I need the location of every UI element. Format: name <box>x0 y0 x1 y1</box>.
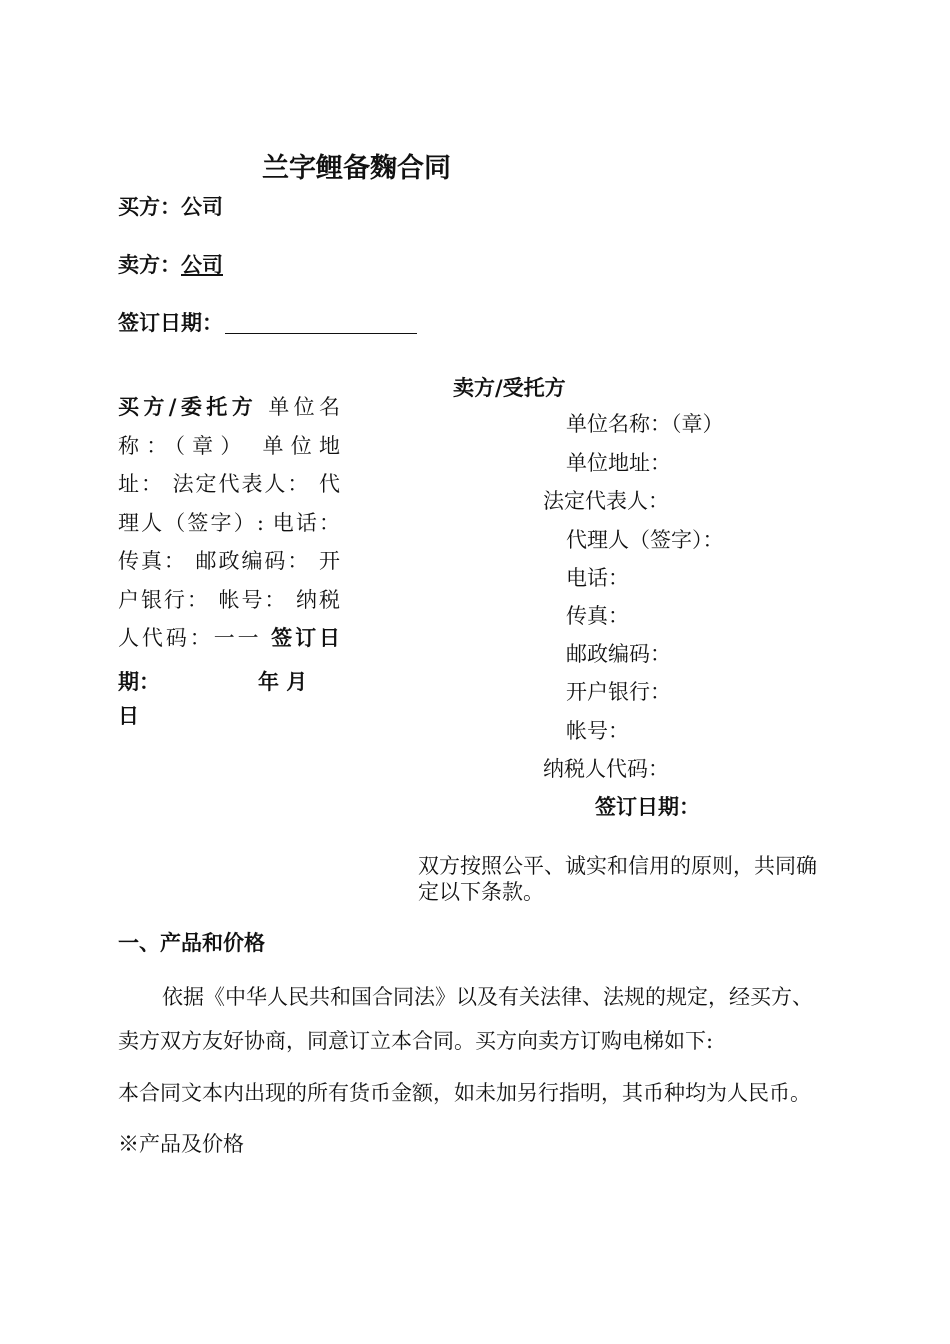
seller-fax: 传真： <box>566 604 629 628</box>
buyer-block-line5: 传真： 邮政编码： 开 <box>118 549 340 573</box>
buyer-block-line4: 理人（签字）: 电话： <box>118 511 340 535</box>
seller-tax-id: 纳税人代码： <box>543 757 669 781</box>
section1-heading: 一、产品和价格 <box>118 930 265 955</box>
buyer-block-line8a: 期： <box>118 669 160 694</box>
buyer-block-line9: 日 <box>118 703 139 728</box>
sign-date-line <box>118 307 417 337</box>
seller-sign-date: 签订日期： <box>595 794 700 819</box>
seller-value: 公司 <box>181 252 223 277</box>
buyer-label: 买方： <box>118 194 181 219</box>
principle-line1: 双方按照公平、诚实和信用的原则，共同确 <box>418 854 817 878</box>
buyer-block-line3: 址： 法定代表人： 代 <box>118 472 340 496</box>
buyer-block-line6: 户银行： 帐号： 纳税 <box>118 588 340 612</box>
seller-unit-name: 单位名称：（章） <box>566 412 724 436</box>
sign-date-blank <box>225 333 417 334</box>
buyer-block-heading: 买方/委托方 <box>118 394 258 419</box>
seller-phone: 电话： <box>566 566 629 590</box>
buyer-line <box>118 191 223 221</box>
seller-unit-address: 单位地址： <box>566 451 671 475</box>
buyer-block-line1: 买方/委托方 单位名 <box>118 394 340 419</box>
seller-postcode: 邮政编码： <box>566 642 671 666</box>
seller-block-heading: 卖方/受托方 <box>453 375 566 400</box>
section1-para1-line2: 卖方双方友好协商，同意订立本合同。买方向卖方订购电梯如下: <box>118 1029 714 1053</box>
buyer-block-line7: 人代码：一一 签订日 <box>118 625 340 650</box>
section1-para1-line1: 依据《中华人民共和国合同法》以及有关法律、法规的规定，经买方、 <box>162 985 813 1009</box>
seller-agent: 代理人（签字）： <box>566 528 724 552</box>
seller-line <box>118 249 223 279</box>
section1-para2: 本合同文本内出现的所有货币金额，如未加另行指明，其币种均为人民币。 <box>118 1081 811 1105</box>
section1-para3: ※产品及价格 <box>118 1132 244 1156</box>
sign-date-label: 签订日期： <box>118 310 223 335</box>
seller-legal-rep: 法定代表人： <box>543 489 669 513</box>
seller-label: 卖方： <box>118 252 181 277</box>
seller-bank: 开户银行： <box>566 680 671 704</box>
buyer-value: 公司 <box>181 194 223 219</box>
seller-account: 帐号： <box>566 719 629 743</box>
buyer-block-line8b: 年 月 <box>258 669 308 694</box>
document-title: 兰字鲤备麴合同 <box>262 153 451 184</box>
principle-line2: 定以下条款。 <box>418 880 544 904</box>
buyer-block-line2: 称：（章） 单位地 <box>118 434 340 458</box>
